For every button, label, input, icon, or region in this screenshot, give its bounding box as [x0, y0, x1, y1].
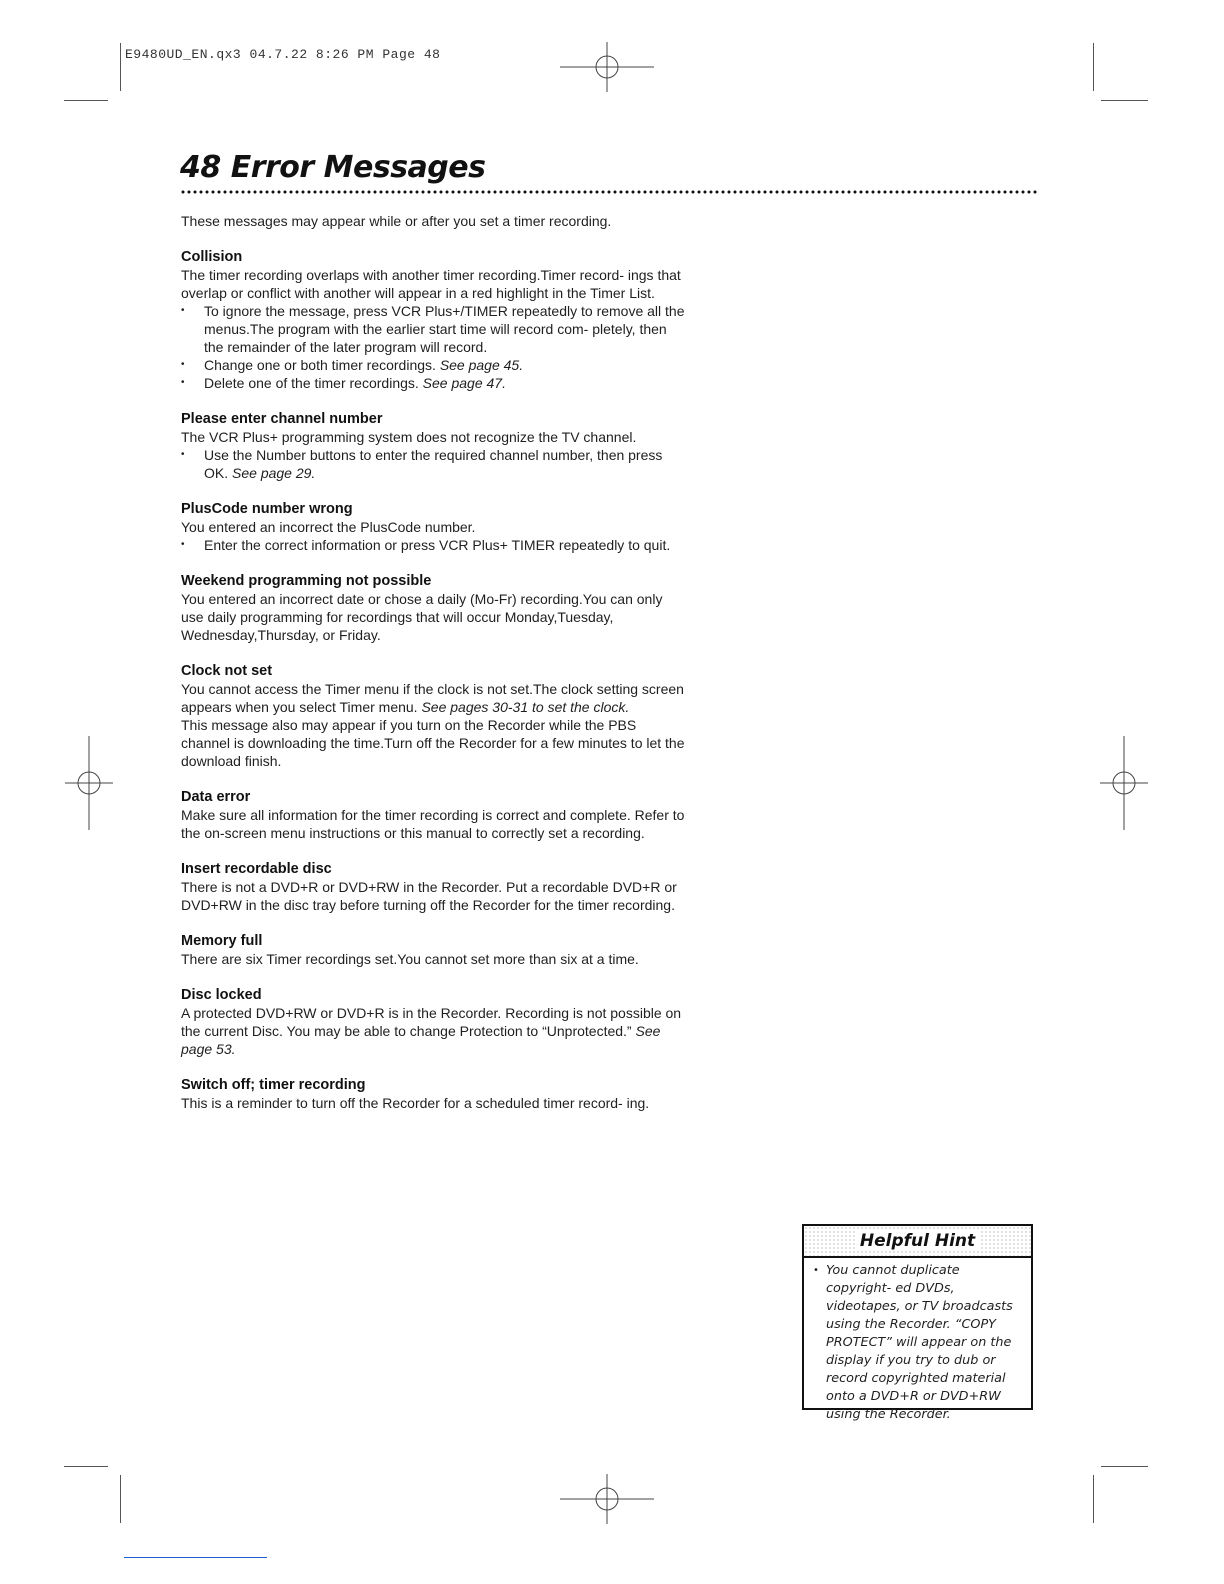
registration-mark	[1100, 736, 1148, 830]
message-insert-disc	[181, 860, 686, 914]
message-body: There are six Timer recordings set.You cannot set more than six at a time.	[181, 951, 639, 967]
message-title: Collision	[181, 249, 243, 265]
message-body: You entered an incorrect the PlusCode number.	[181, 519, 476, 535]
message-body: The timer recording overlaps with another timer recording.Timer record- ings that overlap or conflict with another will appear in a red highlight in the Timer List.	[181, 267, 681, 301]
helpful-hint-box	[802, 1224, 1033, 1422]
hint-text: You cannot duplicate copyright- ed DVDs, videotapes, or TV broadcasts using the Recorder. “COPY PROTECT” will appear on the display if you try to dub or record copyrighted material onto a DVD+R or DVD+RW using the Recorder.	[826, 1263, 1013, 1422]
message-clock-not-set	[181, 662, 686, 770]
message-title: Memory full	[181, 933, 263, 949]
bullet-list	[181, 302, 686, 392]
crop-mark	[1093, 1475, 1094, 1523]
message-body: A protected DVD+RW or DVD+R is in the Recorder. Recording is not possible on the current Disc. You may be able to change Protection to “Unprotected.” See page 53.	[181, 1005, 682, 1057]
page-reference: See page 45.	[439, 357, 524, 373]
bullet-item: • Delete one of the timer recordings. See page 47.	[181, 374, 686, 392]
page-reference: See page 47.	[422, 375, 506, 391]
message-switch-off	[181, 1076, 686, 1112]
bullet-item: • Use the Number buttons to enter the required channel number, then press OK. See page 29.	[181, 446, 686, 482]
page-reference: See page 53.	[181, 1023, 661, 1057]
registration-mark	[560, 1474, 654, 1524]
main-content	[181, 212, 686, 1130]
bullet-item: • Change one or both timer recordings. See page 45.	[181, 356, 686, 374]
bullet-icon: •	[813, 1265, 819, 1276]
hint-title: Helpful Hint	[856, 1231, 979, 1251]
message-body: This is a reminder to turn off the Recorder for a scheduled timer record- ing.	[181, 1095, 650, 1111]
message-body-2: This message also may appear if you turn on the Recorder while the PBS channel is downloading the time.Turn off the Recorder for a few minutes to let the download finish.	[181, 717, 685, 769]
message-title: Clock not set	[181, 663, 273, 679]
bullet-item: • To ignore the message, press VCR Plus+/TIMER repeatedly to remove all the menus.The program with the earlier start time will record com- pletely, then the remainder of the later program will record.	[181, 302, 686, 356]
bullet-list	[181, 446, 686, 482]
message-data-error	[181, 788, 686, 842]
message-enter-channel	[181, 410, 686, 482]
message-body: The VCR Plus+ programming system does not recognize the TV channel.	[181, 429, 637, 445]
crop-mark	[120, 43, 121, 91]
dotted-title-rule	[180, 190, 1038, 194]
registration-mark	[560, 42, 654, 92]
registration-mark	[65, 736, 113, 830]
hint-body	[804, 1258, 1031, 1424]
message-title: Please enter channel number	[181, 411, 383, 427]
message-pluscode-wrong	[181, 500, 686, 554]
crop-mark	[1101, 1466, 1148, 1467]
message-body: You entered an incorrect date or chose a daily (Mo-Fr) recording.You can only use daily programming for recordings that will occur Monday,Tuesday, Wednesday,Thursday, or Friday.	[181, 591, 663, 643]
message-title: Disc locked	[181, 987, 262, 1003]
message-title: Insert recordable disc	[181, 861, 332, 877]
intro-text: These messages may appear while or after you set a timer recording.	[181, 213, 612, 229]
message-weekend	[181, 572, 686, 644]
bullet-item: • Enter the correct information or press VCR Plus+ TIMER repeatedly to quit.	[181, 536, 686, 554]
page-heading: Error Messages	[230, 150, 486, 185]
print-slug: E9480UD_EN.qx3 04.7.22 8:26 PM Page 48	[125, 47, 441, 62]
message-body: You cannot access the Timer menu if the clock is not set.The clock setting screen appears when you select Timer menu. See pages 30-31 to set the clock.	[181, 681, 684, 715]
bullet-list	[181, 536, 686, 554]
message-body: Make sure all information for the timer recording is correct and complete. Refer to the on-screen menu instructions or this manual to correctly set a recording.	[181, 807, 685, 841]
message-title: PlusCode number wrong	[181, 501, 353, 517]
page-reference: See page 29.	[232, 465, 316, 481]
page-number: 48	[180, 150, 221, 185]
crop-mark	[1093, 43, 1094, 91]
page-reference: See pages 30-31 to set the clock.	[421, 699, 630, 715]
crop-mark	[120, 1475, 121, 1523]
crop-mark	[64, 1466, 108, 1467]
page-title	[180, 150, 485, 185]
crop-mark	[1101, 100, 1148, 101]
message-title: Weekend programming not possible	[181, 573, 432, 589]
message-title: Data error	[181, 789, 251, 805]
message-memory-full	[181, 932, 686, 968]
message-title: Switch off; timer recording	[181, 1077, 366, 1093]
message-disc-locked	[181, 986, 686, 1058]
message-collision	[181, 248, 686, 392]
hint-header	[804, 1226, 1031, 1258]
message-body: There is not a DVD+R or DVD+RW in the Recorder. Put a recordable DVD+R or DVD+RW in the disc tray before turning off the Recorder for the timer recording.	[181, 879, 677, 913]
footer-rule	[124, 1557, 267, 1558]
crop-mark	[64, 100, 108, 101]
